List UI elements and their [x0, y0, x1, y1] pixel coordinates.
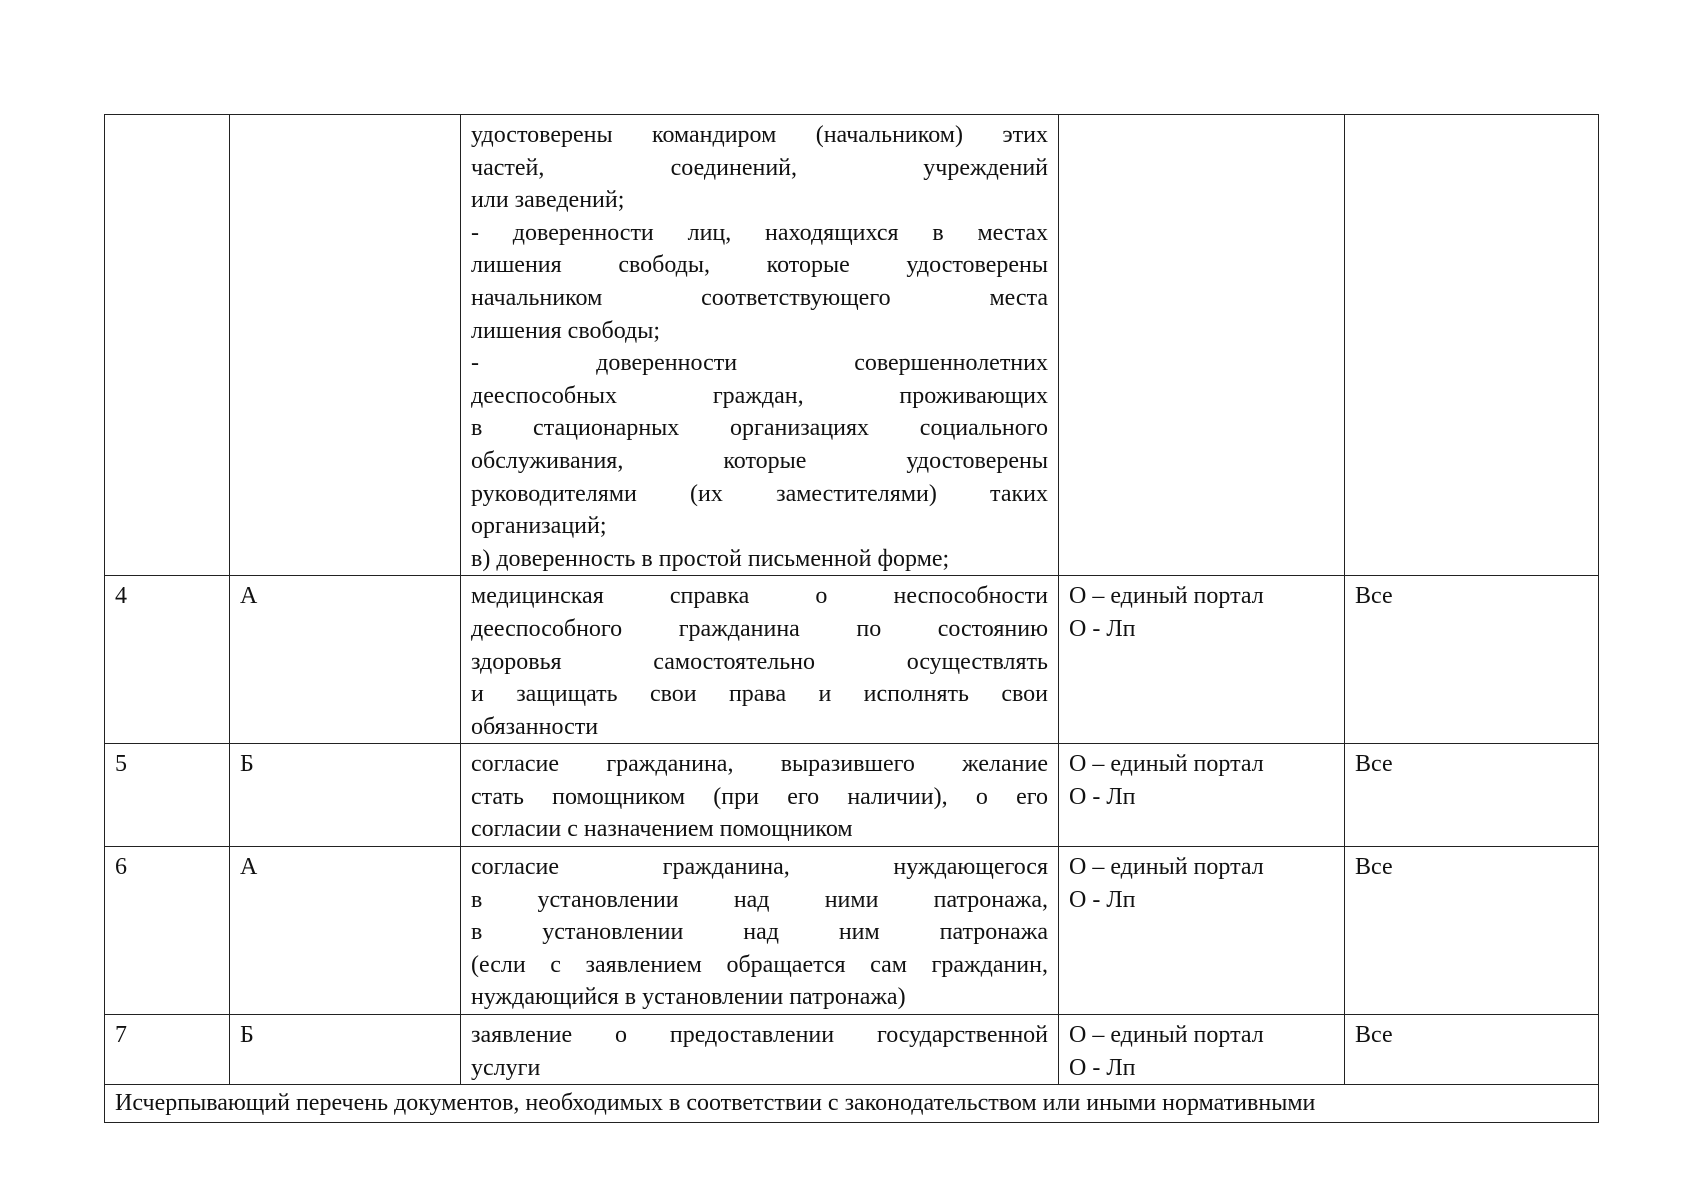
submission-line: О – единый портал	[1069, 751, 1264, 778]
text-line: и защищать свои права и исполнять свои	[471, 681, 1048, 708]
table-row	[105, 576, 1599, 744]
cell-number: 7	[105, 1015, 230, 1085]
cell-applicants: Все	[1345, 1015, 1599, 1085]
text-line: здоровья самостоятельно осуществлять	[471, 648, 1048, 675]
text-line: - доверенности совершеннолетних	[471, 350, 1048, 377]
cell-document	[461, 744, 1059, 847]
cell-category: Б	[230, 744, 461, 847]
submission-line: О - Лп	[1069, 783, 1136, 810]
submission-line: О – единый портал	[1069, 854, 1264, 881]
text-line: организаций;	[471, 513, 607, 540]
cell-submission-method	[1059, 115, 1345, 576]
table-section-header-row	[105, 1085, 1599, 1123]
text-line: лишения свободы, которые удостоверены	[471, 252, 1048, 279]
cell-number: 4	[105, 576, 230, 744]
table-row	[105, 1015, 1599, 1085]
text-line: - доверенности лиц, находящихся в местах	[471, 219, 1048, 246]
text-line: нуждающийся в установлении патронажа)	[471, 984, 906, 1011]
text-line: согласие гражданина, выразившего желание	[471, 751, 1048, 778]
cell-number: 6	[105, 847, 230, 1015]
cell-category: А	[230, 576, 461, 744]
cell-category: А	[230, 847, 461, 1015]
table-row	[105, 847, 1599, 1015]
submission-line: О - Лп	[1069, 886, 1136, 913]
cell-category: Б	[230, 1015, 461, 1085]
text-line: или заведений;	[471, 187, 625, 214]
cell-submission-method	[1059, 744, 1345, 847]
text-line: лишения свободы;	[471, 317, 661, 344]
cell-document	[461, 847, 1059, 1015]
documents-table	[104, 114, 1599, 1123]
text-line: согласии с назначением помощником	[471, 816, 853, 843]
text-line: (если с заявлением обращается сам гражданин,	[471, 951, 1048, 978]
text-line: обслуживания, которые удостоверены	[471, 447, 1048, 474]
submission-line: О – единый портал	[1069, 583, 1264, 610]
text-line: услуги	[471, 1054, 541, 1081]
cell-document	[461, 115, 1059, 576]
submission-line: О - Лп	[1069, 1054, 1136, 1081]
cell-applicants: Все	[1345, 847, 1599, 1015]
text-line: дееспособных граждан, проживающих	[471, 382, 1048, 409]
submission-line: О – единый портал	[1069, 1022, 1264, 1049]
cell-submission-method	[1059, 1015, 1345, 1085]
submission-line: О - Лп	[1069, 615, 1136, 642]
table-row	[105, 744, 1599, 847]
cell-applicants: Все	[1345, 744, 1599, 847]
cell-category	[230, 115, 461, 576]
cell-document	[461, 1015, 1059, 1085]
text-line: медицинская справка о неспособности	[471, 583, 1048, 610]
cell-applicants	[1345, 115, 1599, 576]
table-row-continuation	[105, 115, 1599, 576]
text-line: в установлении над ним патронажа	[471, 919, 1048, 946]
section-header-text: Исчерпывающий перечень документов, необходимых в соответствии с законодательством или иными нормативными	[105, 1085, 1599, 1123]
text-line: дееспособного гражданина по состоянию	[471, 615, 1048, 642]
text-line: в стационарных организациях социального	[471, 415, 1048, 442]
cell-applicants: Все	[1345, 576, 1599, 744]
text-line: согласие гражданина, нуждающегося	[471, 854, 1048, 881]
cell-number	[105, 115, 230, 576]
text-line: в) доверенность в простой письменной форме;	[471, 545, 950, 572]
text-line: обязанности	[471, 713, 599, 740]
text-line: удостоверены командиром (начальником) этих	[471, 122, 1048, 148]
text-line: частей, соединений, учреждений	[471, 154, 1048, 181]
text-line: стать помощником (при его наличии), о его	[471, 783, 1048, 810]
text-line: заявление о предоставлении государственной	[471, 1022, 1048, 1049]
text-line: начальником соответствующего места	[471, 284, 1048, 311]
text-line: в установлении над ними патронажа,	[471, 886, 1048, 913]
cell-number: 5	[105, 744, 230, 847]
cell-submission-method	[1059, 576, 1345, 744]
cell-submission-method	[1059, 847, 1345, 1015]
cell-document	[461, 576, 1059, 744]
text-line: руководителями (их заместителями) таких	[471, 480, 1048, 507]
